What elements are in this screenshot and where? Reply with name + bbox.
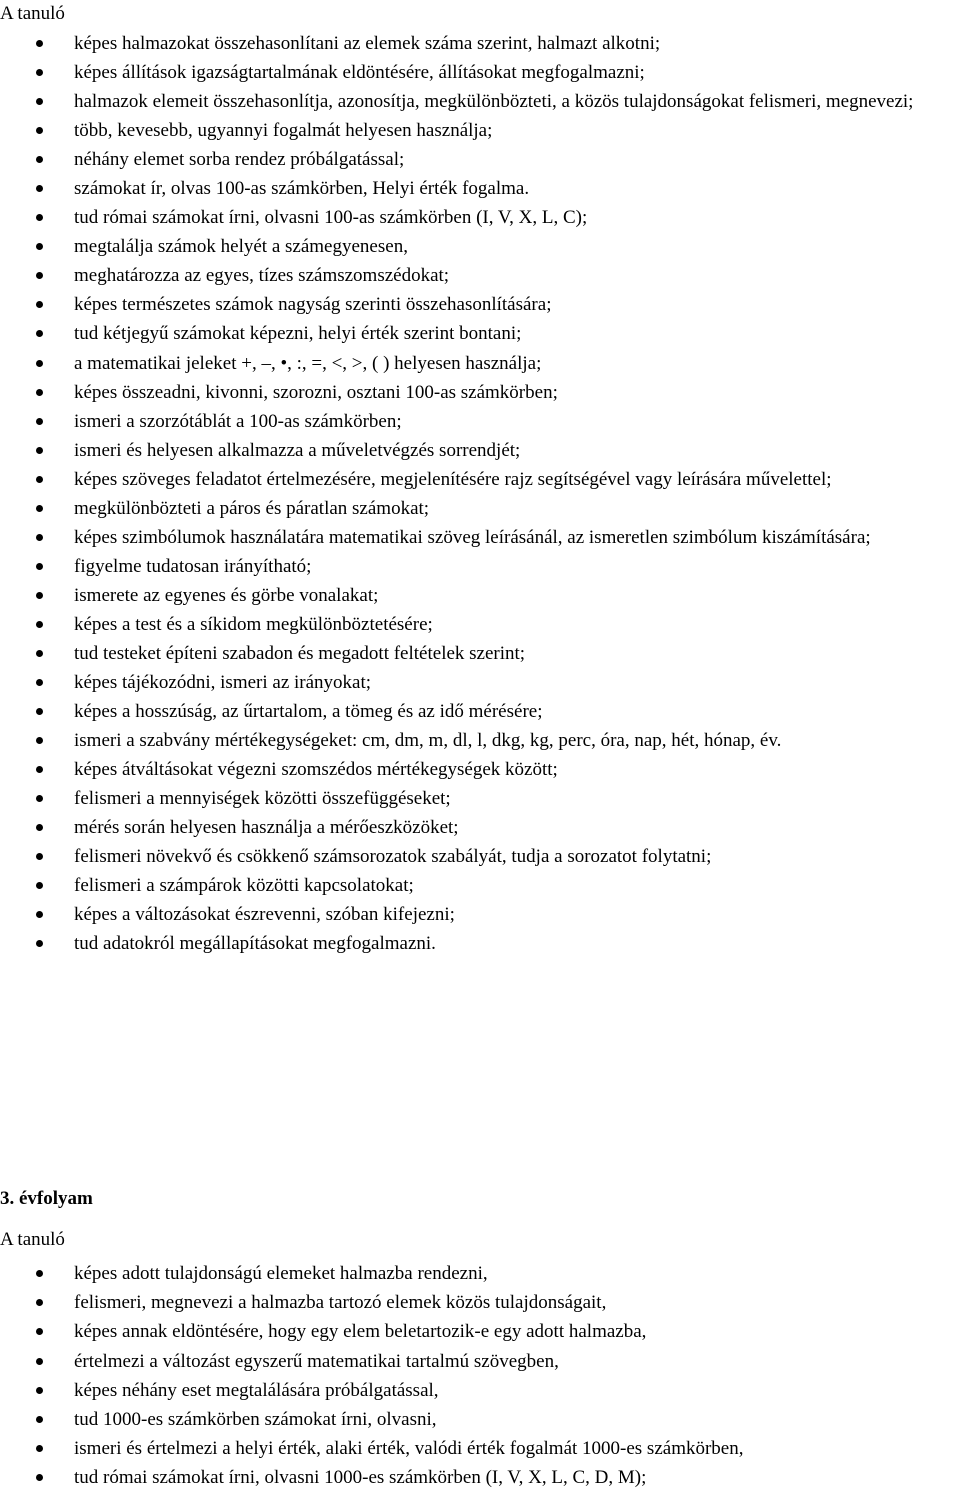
list-item-text: több, kevesebb, ugyannyi fogalmát helyesen használja; xyxy=(74,120,493,142)
bullet-icon xyxy=(36,1416,43,1423)
list-item xyxy=(0,378,960,407)
list-item-text: halmazok elemeit összehasonlítja, azonosítja, megkülönbözteti, a közös tulajdonságokat felismeri, megnevezi; xyxy=(74,91,914,113)
bullet-icon xyxy=(36,98,43,105)
bullet-icon xyxy=(36,1299,43,1306)
list-item-text: felismeri a számpárok közötti kapcsolatokat; xyxy=(74,875,414,897)
list-item xyxy=(0,1434,960,1463)
bullet-icon xyxy=(36,69,43,76)
list-item-text: figyelme tudatosan irányítható; xyxy=(74,555,312,577)
bullet-icon xyxy=(36,214,43,221)
list-item xyxy=(0,900,960,929)
list-item xyxy=(0,29,960,58)
bullet-icon xyxy=(36,418,43,425)
bullet-icon xyxy=(36,882,43,889)
list-item-text: felismeri növekvő és csökkenő számsorozatok szabályát, tudja a sorozatot folytatni; xyxy=(74,846,712,868)
bullet-icon xyxy=(36,40,43,47)
list-item-text: képes átváltásokat végezni szomszédos mértékegységek között; xyxy=(74,759,558,781)
list-item xyxy=(0,813,960,842)
bullet-icon xyxy=(36,389,43,396)
bullet-icon xyxy=(36,127,43,134)
bullet-icon xyxy=(36,1328,43,1335)
list-item xyxy=(0,871,960,900)
list-item xyxy=(0,581,960,610)
section-1-subtitle: A tanuló xyxy=(0,3,65,24)
list-item-text: képes állítások igazságtartalmának eldöntésére, állításokat megfogalmazni; xyxy=(74,62,645,84)
list-item xyxy=(0,1405,960,1434)
bullet-icon xyxy=(36,476,43,483)
bullet-icon xyxy=(36,243,43,250)
list-item xyxy=(0,726,960,755)
list-item-text: felismeri a mennyiségek közötti összefüggéseket; xyxy=(74,788,451,810)
list-item-text: képes a hosszúság, az űrtartalom, a tömeg és az idő mérésére; xyxy=(74,701,543,723)
list-item xyxy=(0,842,960,871)
list-item xyxy=(0,407,960,436)
bullet-icon xyxy=(36,795,43,802)
list-item xyxy=(0,1288,960,1317)
list-item-text: értelmezi a változást egyszerű matematikai tartalmú szövegben, xyxy=(74,1350,559,1372)
list-item xyxy=(0,319,960,348)
list-item-text: képes összeadni, kivonni, szorozni, osztani 100-as számkörben; xyxy=(74,381,558,403)
list-item-text: képes szimbólumok használatára matematikai szöveg leírásánál, az ismeretlen szimbólum kiszámítására; xyxy=(74,526,871,548)
bullet-icon xyxy=(36,447,43,454)
bullet-icon xyxy=(36,1474,43,1481)
list-item-text: megtalálja számok helyét a számegyenesen, xyxy=(74,236,408,258)
list-item-text: a matematikai jeleket +, –, •, :, =, <, >, ( ) helyesen használja; xyxy=(74,352,542,374)
bullet-icon xyxy=(36,563,43,570)
list-item-text: képes adott tulajdonságú elemeket halmazba rendezni, xyxy=(74,1263,488,1284)
list-item-text: tud 1000-es számkörben számokat írni, olvasni, xyxy=(74,1409,437,1431)
bullet-icon xyxy=(36,679,43,686)
bullet-icon xyxy=(36,737,43,744)
list-item xyxy=(0,203,960,232)
list-item xyxy=(0,1259,960,1288)
list-item xyxy=(0,1376,960,1405)
list-item xyxy=(0,668,960,697)
list-item xyxy=(0,145,960,174)
list-item-text: képes tájékozódni, ismeri az irányokat; xyxy=(74,672,372,694)
list-item xyxy=(0,290,960,319)
bullet-icon xyxy=(36,534,43,541)
list-item xyxy=(0,784,960,813)
list-item-text: tud adatokról megállapításokat megfogalmazni. xyxy=(74,933,436,955)
bullet-icon xyxy=(36,185,43,192)
list-item-text: képes annak eldöntésére, hogy egy elem beletartozik-e egy adott halmazba, xyxy=(74,1321,647,1343)
list-item xyxy=(0,697,960,726)
section-2-list xyxy=(0,1259,960,1493)
list-item-text: számokat ír, olvas 100-as számkörben, Helyi érték fogalma. xyxy=(74,178,530,200)
list-item-text: ismerete az egyenes és görbe vonalakat; xyxy=(74,584,379,606)
list-item xyxy=(0,349,960,378)
bullet-icon xyxy=(36,940,43,947)
list-item xyxy=(0,116,960,145)
section-2-subtitle: A tanuló xyxy=(0,1229,65,1250)
bullet-icon xyxy=(36,1270,43,1277)
list-item xyxy=(0,87,960,116)
list-item-text: képes a test és a síkidom megkülönböztetésére; xyxy=(74,613,433,635)
list-item xyxy=(0,929,960,958)
bullet-icon xyxy=(36,824,43,831)
list-item xyxy=(0,610,960,639)
list-item-text: képes halmazokat összehasonlítani az elemek száma szerint, halmazt alkotni; xyxy=(74,33,661,54)
list-item xyxy=(0,174,960,203)
list-item-text: felismeri, megnevezi a halmazba tartozó elemek közös tulajdonságait, xyxy=(74,1292,607,1314)
list-item xyxy=(0,436,960,465)
list-item xyxy=(0,232,960,261)
list-item-text: meghatározza az egyes, tízes számszomszédokat; xyxy=(74,265,450,287)
list-item-text: képes néhány eset megtalálására próbálgatással, xyxy=(74,1379,439,1401)
list-item-text: képes természetes számok nagyság szerinti összehasonlítására; xyxy=(74,294,552,316)
bullet-icon xyxy=(36,360,43,367)
list-item xyxy=(0,755,960,784)
list-item-text: ismeri a szorzótáblát a 100-as számkörben; xyxy=(74,410,402,432)
list-item-text: tud kétjegyű számokat képezni, helyi érték szerint bontani; xyxy=(74,323,522,345)
list-item-text: mérés során helyesen használja a mérőeszközöket; xyxy=(74,817,459,839)
bullet-icon xyxy=(36,911,43,918)
list-item-text: tud római számokat írni, olvasni 100-as számkörben (I, V, X, L, C); xyxy=(74,207,588,229)
list-item xyxy=(0,1463,960,1492)
bullet-icon xyxy=(36,708,43,715)
bullet-icon xyxy=(36,650,43,657)
bullet-icon xyxy=(36,330,43,337)
list-item-text: ismeri és helyesen alkalmazza a műveletvégzés sorrendjét; xyxy=(74,439,521,461)
bullet-icon xyxy=(36,621,43,628)
list-item-text: ismeri és értelmezi a helyi érték, alaki érték, valódi érték fogalmát 1000-es számkörben, xyxy=(74,1438,744,1460)
list-item xyxy=(0,1347,960,1376)
section-2-heading: 3. évfolyam xyxy=(0,1188,93,1209)
list-item-text: képes szöveges feladatot értelmezésére, megjelenítésére rajz segítségével vagy leírására művelettel; xyxy=(74,468,832,490)
list-item-text: képes a változásokat észrevenni, szóban kifejezni; xyxy=(74,904,455,926)
list-item xyxy=(0,639,960,668)
list-item-text: tud római számokat írni, olvasni 1000-es számkörben (I, V, X, L, C, D, M); xyxy=(74,1467,647,1489)
bullet-icon xyxy=(36,592,43,599)
list-item-text: tud testeket építeni szabadon és megadott feltételek szerint; xyxy=(74,642,526,664)
list-item-text: megkülönbözteti a páros és páratlan számokat; xyxy=(74,497,430,519)
bullet-icon xyxy=(36,1445,43,1452)
list-item-text: néhány elemet sorba rendez próbálgatással; xyxy=(74,149,405,171)
list-item xyxy=(0,465,960,494)
list-item xyxy=(0,523,960,552)
list-item xyxy=(0,494,960,523)
bullet-icon xyxy=(36,272,43,279)
bullet-icon xyxy=(36,505,43,512)
list-item xyxy=(0,261,960,290)
list-item xyxy=(0,1317,960,1346)
bullet-icon xyxy=(36,1387,43,1394)
bullet-icon xyxy=(36,156,43,163)
bullet-icon xyxy=(36,1358,43,1365)
list-item xyxy=(0,552,960,581)
bullet-icon xyxy=(36,766,43,773)
list-item xyxy=(0,58,960,87)
list-item-text: ismeri a szabvány mértékegységeket: cm, dm, m, dl, l, dkg, kg, perc, óra, nap, hét, hónap, év. xyxy=(74,730,782,752)
bullet-icon xyxy=(36,853,43,860)
section-1-list xyxy=(0,29,960,959)
bullet-icon xyxy=(36,301,43,308)
